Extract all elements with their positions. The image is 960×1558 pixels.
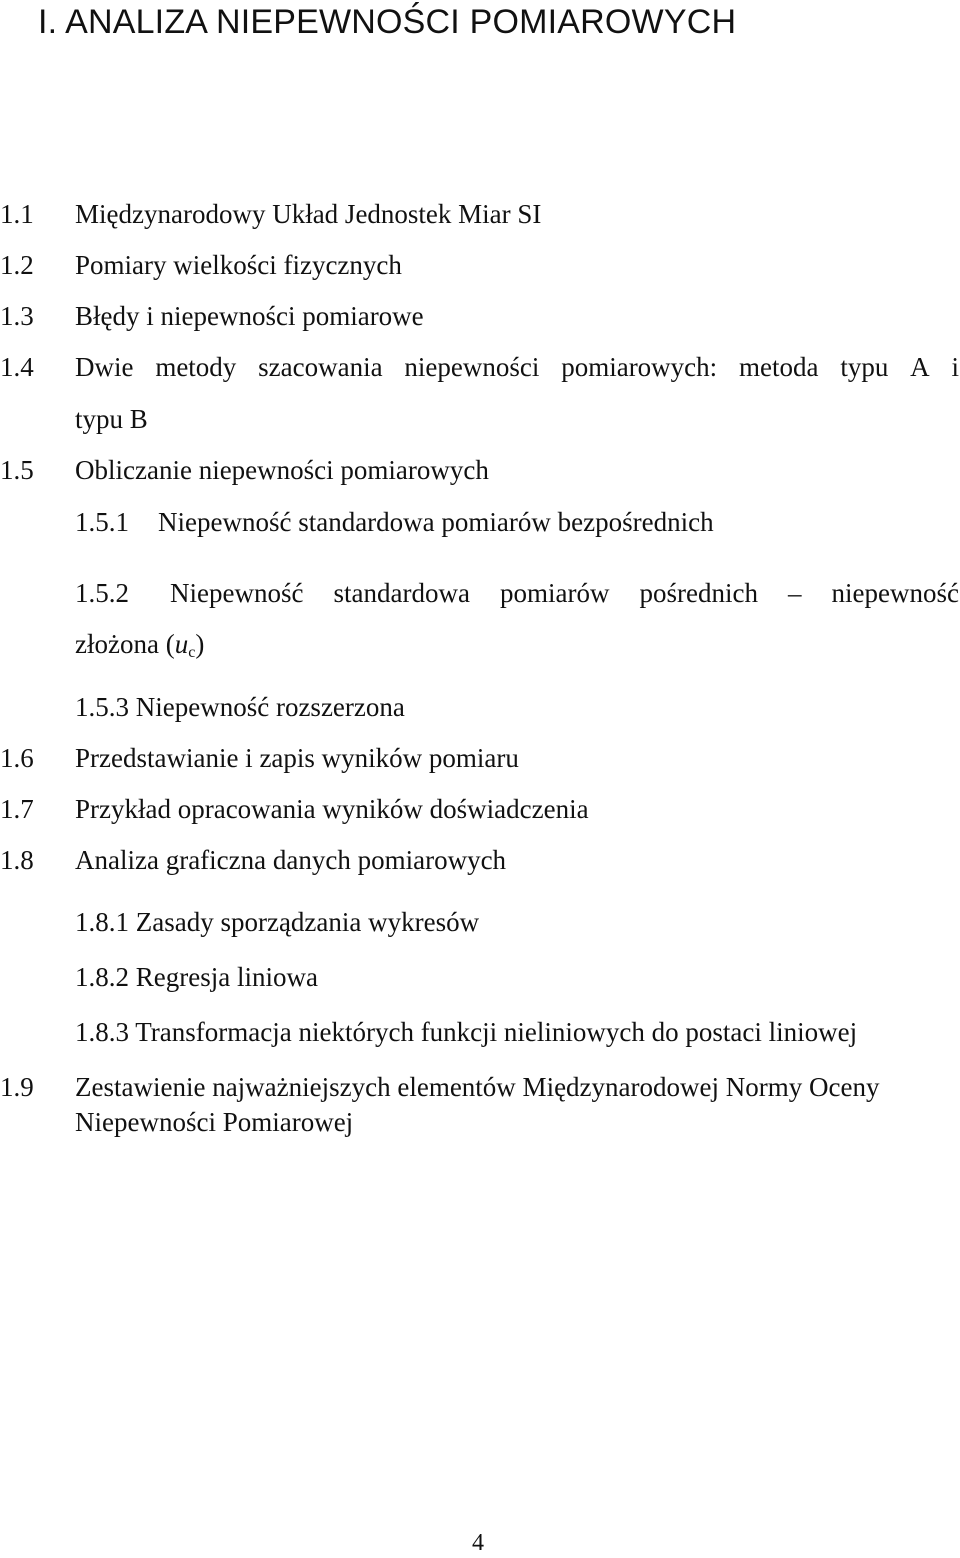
toc-entry-1-4-continued: typu B — [75, 404, 148, 434]
toc-entry-1-8-1 — [75, 905, 479, 939]
toc-entry-1-8-3 — [75, 1015, 857, 1049]
toc-number: 1.5 — [0, 455, 34, 485]
word: szacowania — [258, 352, 383, 382]
toc-text: Niepewność standardowa pomiarów bezpośrednich — [158, 507, 714, 537]
toc-number: 1.8.2 — [75, 962, 129, 992]
toc-entry-1-8-2 — [75, 960, 318, 994]
toc-text: złożona ( — [75, 629, 175, 659]
page-number: 4 — [472, 1530, 484, 1556]
toc-text: Zasady sporządzania wykresów — [135, 907, 480, 937]
toc-number: 1.2 — [0, 250, 34, 280]
word: pośrednich — [639, 578, 758, 608]
toc-number: 1.6 — [0, 743, 34, 773]
dash: – — [788, 578, 802, 608]
toc-entry-1-5-3 — [75, 690, 405, 724]
toc-text: Obliczanie niepewności pomiarowych — [75, 455, 489, 485]
toc-text: Transformacja niektórych funkcji nieliniowych do postaci liniowej — [135, 1017, 858, 1047]
toc-text: Przedstawianie i zapis wyników pomiaru — [75, 743, 519, 773]
toc-number: 1.3 — [0, 301, 34, 331]
toc-number: 1.8.1 — [75, 907, 129, 937]
toc-text: Zestawienie najważniejszych elementów Międzynarodowej Normy Oceny — [75, 1072, 880, 1102]
word: metody — [155, 352, 237, 382]
word: niepewności — [404, 352, 540, 382]
toc-number: 1.5.3 — [75, 692, 129, 722]
uncertainty-symbol: u — [174, 629, 189, 659]
toc-number: 1.5.2 — [75, 578, 129, 608]
uncertainty-subscript: c — [188, 644, 196, 661]
toc-entry-1-5-2-continued — [75, 627, 204, 661]
word: niepewność — [831, 578, 959, 608]
word: i — [951, 352, 959, 382]
toc-text: Niepewność rozszerzona — [135, 692, 405, 722]
word: Niepewność — [170, 578, 304, 608]
toc-number: 1.4 — [0, 352, 34, 382]
toc-number: 1.7 — [0, 794, 34, 824]
word: A — [910, 352, 930, 382]
word: pomiarów — [499, 578, 610, 608]
toc-text — [75, 350, 959, 384]
word: metoda — [739, 352, 819, 382]
toc-number: 1.8.3 — [75, 1017, 129, 1047]
toc-text: Regresja liniowa — [135, 962, 318, 992]
toc-text: Przykład opracowania wyników doświadczenia — [75, 794, 589, 824]
word: typu — [840, 352, 889, 382]
toc-number: 1.1 — [0, 199, 34, 229]
toc-text — [170, 576, 959, 610]
word: standardowa — [333, 578, 470, 608]
chapter-title: I. ANALIZA NIEPEWNOŚCI POMIAROWYCH — [38, 3, 737, 41]
word: pomiarowych: — [561, 352, 718, 382]
toc-text: Międzynarodowy Układ Jednostek Miar SI — [75, 199, 542, 229]
toc-text: Pomiary wielkości fizycznych — [75, 250, 402, 280]
word: Dwie — [75, 352, 134, 382]
toc-text: Analiza graficzna danych pomiarowych — [75, 845, 507, 875]
toc-text: Błędy i niepewności pomiarowe — [75, 301, 424, 331]
toc-text: ) — [195, 629, 205, 659]
toc-number: 1.5.1 — [75, 507, 129, 537]
toc-entry-1-9-continued: Niepewności Pomiarowej — [75, 1107, 354, 1137]
toc-number: 1.8 — [0, 845, 34, 875]
toc-number: 1.9 — [0, 1072, 34, 1102]
